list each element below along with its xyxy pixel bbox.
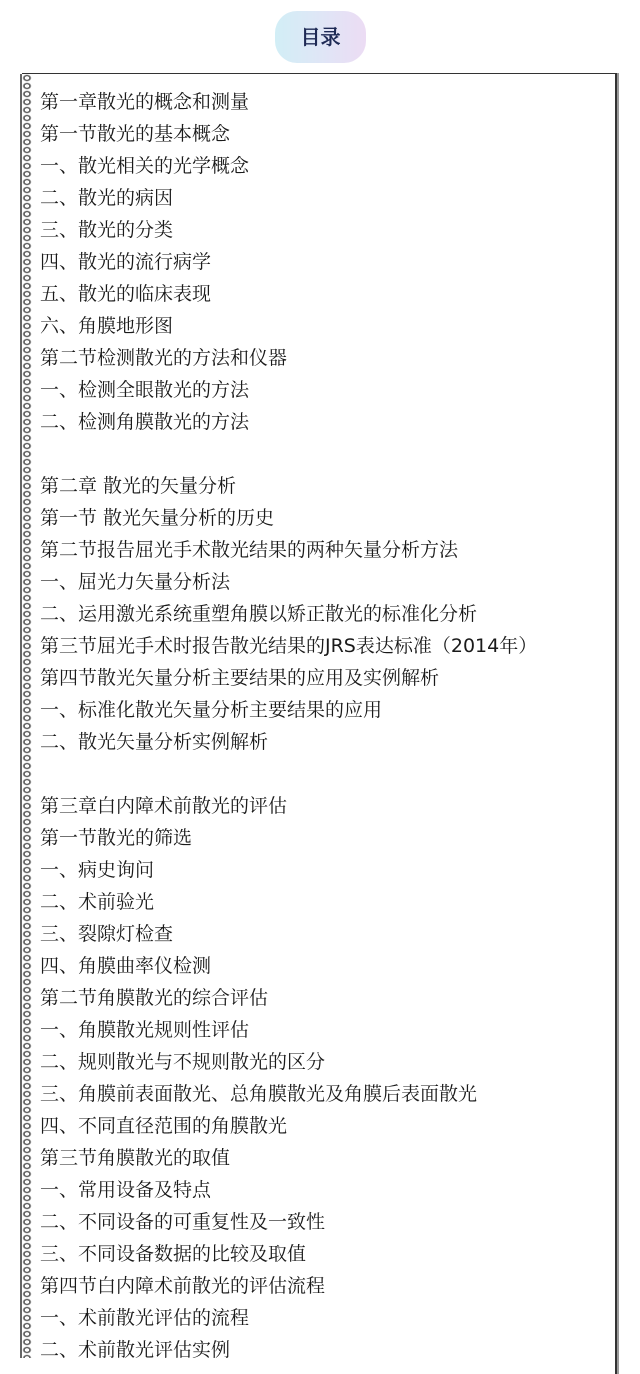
toc-item[interactable]: 第一节散光的筛选 <box>40 827 193 849</box>
toc-item[interactable]: 第二节角膜散光的综合评估 <box>40 987 269 1009</box>
toc-item[interactable]: 二、散光的病因 <box>40 187 174 209</box>
toc-item[interactable]: 三、不同设备数据的比较及取值 <box>40 1243 307 1265</box>
toc-item[interactable]: 一、检测全眼散光的方法 <box>40 379 250 401</box>
toc-item[interactable]: 二、不同设备的可重复性及一致性 <box>40 1211 326 1233</box>
toc-item[interactable]: 第三节屈光手术时报告散光结果的JRS表达标准（2014年） <box>40 635 538 657</box>
toc-item[interactable]: 第四节散光矢量分析主要结果的应用及实例解析 <box>40 667 440 689</box>
toc-item[interactable]: 一、术前散光评估的流程 <box>40 1307 250 1329</box>
toc-item[interactable]: 二、术前散光评估实例 <box>40 1339 231 1361</box>
toc-item[interactable]: 二、运用激光系统重塑角膜以矫正散光的标准化分析 <box>40 603 478 625</box>
toc-chapter-2[interactable]: 第二章 散光的矢量分析 <box>40 475 237 497</box>
toc-item[interactable]: 一、标准化散光矢量分析主要结果的应用 <box>40 699 383 721</box>
toc-item[interactable]: 第三节角膜散光的取值 <box>40 1147 231 1169</box>
toc-item[interactable]: 二、规则散光与不规则散光的区分 <box>40 1051 326 1073</box>
toc-item[interactable]: 一、屈光力矢量分析法 <box>40 571 231 593</box>
page-title: 目录 <box>275 11 366 63</box>
toc-item[interactable]: 六、角膜地形图 <box>40 315 174 337</box>
toc-item[interactable]: 三、角膜前表面散光、总角膜散光及角膜后表面散光 <box>40 1083 478 1105</box>
toc-item[interactable]: 二、散光矢量分析实例解析 <box>40 731 269 753</box>
toc-item[interactable]: 第一节 散光矢量分析的历史 <box>40 507 275 529</box>
toc-item[interactable]: 二、检测角膜散光的方法 <box>40 411 250 433</box>
toc-item[interactable]: 第四节白内障术前散光的评估流程 <box>40 1275 326 1297</box>
toc-spacer <box>40 758 610 790</box>
toc-item[interactable]: 三、散光的分类 <box>40 219 174 241</box>
toc-item[interactable]: 五、散光的临床表现 <box>40 283 212 305</box>
toc-item[interactable]: 三、裂隙灯检查 <box>40 923 174 945</box>
toc-item[interactable]: 一、角膜散光规则性评估 <box>40 1019 250 1041</box>
toc-item[interactable]: 四、不同直径范围的角膜散光 <box>40 1115 288 1137</box>
toc-item[interactable]: 一、病史询问 <box>40 859 155 881</box>
spiral-binding-icon <box>17 74 39 1358</box>
toc-chapter-1[interactable]: 第一章散光的概念和测量 <box>40 91 250 113</box>
toc-item[interactable]: 第二节检测散光的方法和仪器 <box>40 347 288 369</box>
toc-item[interactable]: 二、术前验光 <box>40 891 155 913</box>
toc-item[interactable]: 四、角膜曲率仪检测 <box>40 955 212 977</box>
table-of-contents <box>40 86 610 1366</box>
toc-item[interactable]: 第二节报告屈光手术散光结果的两种矢量分析方法 <box>40 539 459 561</box>
toc-spacer <box>40 438 610 470</box>
toc-item[interactable]: 一、常用设备及特点 <box>40 1179 212 1201</box>
toc-chapter-3[interactable]: 第三章白内障术前散光的评估 <box>40 795 288 817</box>
toc-item[interactable]: 第一节散光的基本概念 <box>40 123 231 145</box>
toc-item[interactable]: 一、散光相关的光学概念 <box>40 155 250 177</box>
toc-item[interactable]: 四、散光的流行病学 <box>40 251 212 273</box>
